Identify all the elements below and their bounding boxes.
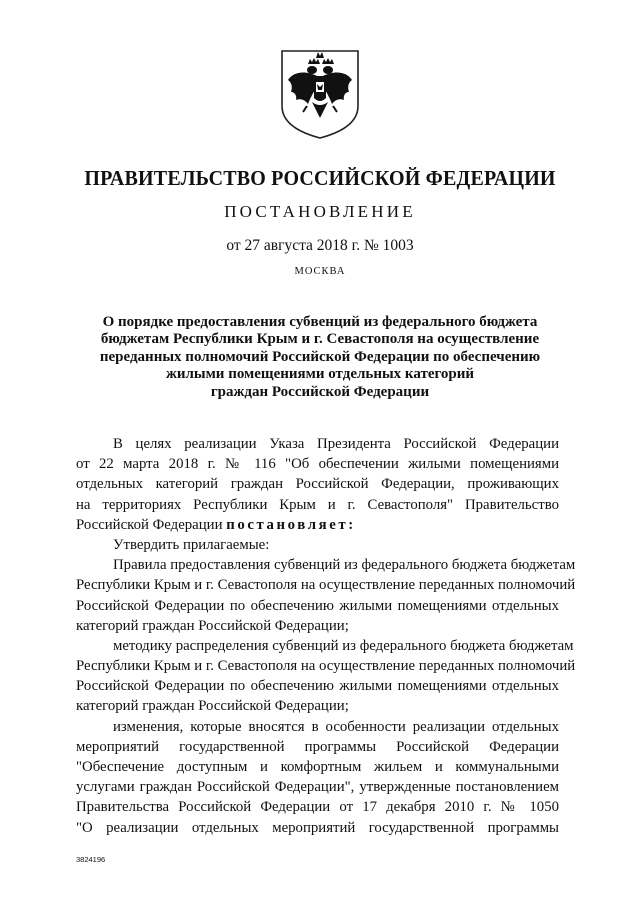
body-line: категорий граждан Российской Федерации; [76, 698, 349, 715]
body-line: изменения, которые вносятся в особенности реализации отдельных [113, 718, 559, 735]
title-line: граждан Российской Федерации [210, 383, 430, 400]
body-line: "О реализации отдельных мероприятий государственной программы [76, 819, 559, 836]
document-code: 3824196 [76, 855, 106, 864]
document-type: ПОСТАНОВЛЕНИЕ [224, 202, 416, 221]
resolves-keyword: постановляет: [226, 516, 356, 533]
body-line: мероприятий государственной программы Российской Федерации [76, 738, 559, 755]
body-text: Российской Федерации [76, 516, 227, 533]
body-line: отдельных категорий граждан Российской Федерации, проживающих [76, 476, 559, 493]
body-line: Утвердить прилагаемые: [113, 536, 270, 553]
body-line: В целях реализации Указа Президента Российской Федерации [113, 436, 559, 452]
body-line: Республики Крым и г. Севастополя на осуществление переданных полномочий [76, 577, 576, 594]
decree-title [80, 314, 560, 401]
body-line: категорий граждан Российской Федерации; [76, 617, 349, 634]
coat-of-arms-icon [279, 48, 361, 140]
decree-date-number: от 27 августа 2018 г. № 1003 [226, 237, 414, 254]
body-line: "Обеспечение доступным и комфортным жильем и коммунальными [76, 759, 559, 775]
emblem-graphic [279, 48, 361, 140]
city: МОСКВА [294, 266, 346, 277]
title-line: О порядке предоставления субвенций из федерального бюджета [102, 314, 538, 330]
title-line: жилыми помещениями отдельных категорий [165, 366, 475, 383]
body-line: Российской Федерации по обеспечению жилыми помещениями отдельных [76, 597, 559, 614]
body-line: от 22 марта 2018 г. № 116 "Об обеспечении жилыми помещениями [76, 456, 559, 473]
body-line: Российской Федерации по обеспечению жилыми помещениями отдельных [76, 678, 559, 695]
decree-body [76, 434, 576, 838]
body-line: Республики Крым и г. Севастополя на осуществление переданных полномочий [76, 658, 576, 675]
body-line: услугами граждан Российской Федерации", утвержденные постановлением [76, 779, 559, 796]
title-line: бюджетам Республики Крым и г. Севастополя на осуществление [100, 331, 540, 348]
body-line [76, 515, 559, 535]
body-line: методику распределения субвенций из федерального бюджета бюджетам [113, 637, 574, 654]
body-line: Правительства Российской Федерации от 17 декабря 2010 г. № 1050 [76, 799, 559, 816]
government-heading: ПРАВИТЕЛЬСТВО РОССИЙСКОЙ ФЕДЕРАЦИИ [84, 166, 556, 190]
body-line: Правила предоставления субвенций из федерального бюджета бюджетам [113, 557, 576, 574]
title-line: переданных полномочий Российской Федерации по обеспечению [99, 348, 541, 365]
body-line: на территориях Республики Крым и г. Севастополя" Правительство [76, 496, 559, 513]
